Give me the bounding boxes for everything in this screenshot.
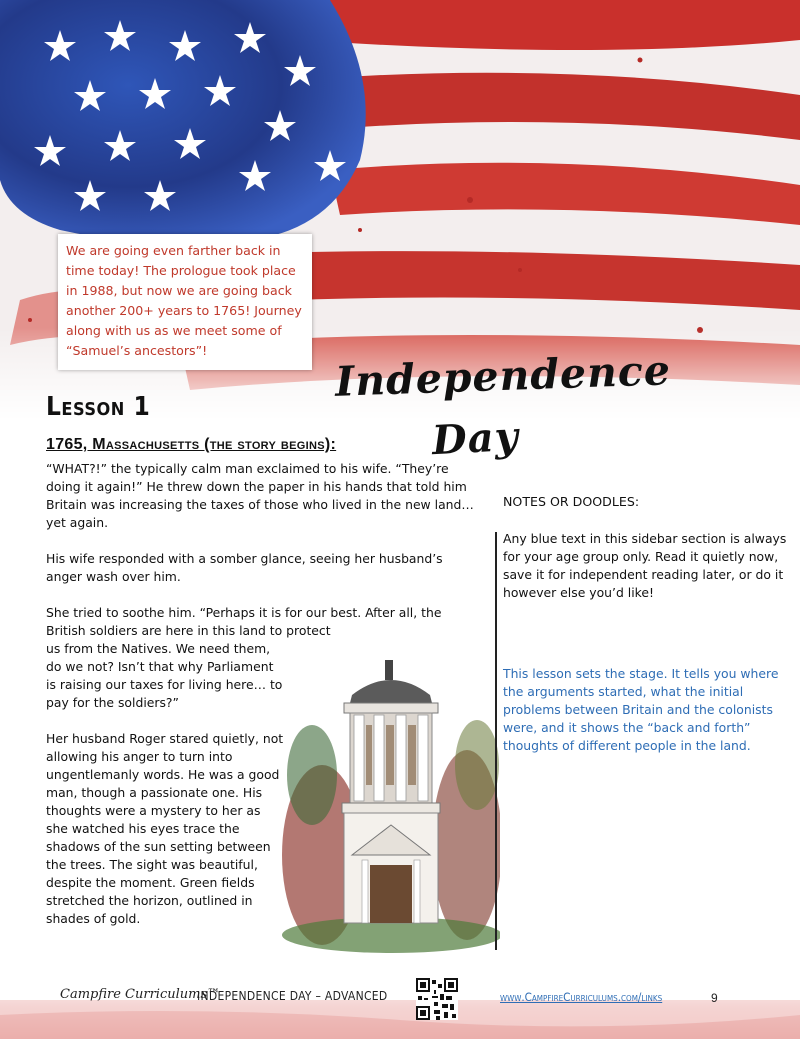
story-paragraph-1: “WHAT?!” the typically calm man exclaimed to his wife. “They’re doing it again!” He threw down the paper in his hands that told him Britain was increasing the taxes of those who lived in the new land… yet again. [46,461,474,530]
page-number: 9 [711,991,718,1005]
lesson-heading: Lesson 1 [46,392,151,422]
footer-title: INDEPENDENCE DAY – ADVANCED [197,989,388,1003]
page-title-line2: Day [430,412,521,465]
notes-blue-text: This lesson sets the stage. It tells you where the arguments started, what the initial problems between Britain and the colonists were, and it shows the “back and forth” thoughts of different people in the land. [503,666,779,753]
sidebar-divider [495,532,497,950]
section-heading: 1765, Massachusetts (the story begins): [46,436,337,453]
qr-code-icon[interactable] [416,978,458,1020]
notes-heading: NOTES OR DOODLES: [503,494,640,509]
page-title-line1: Independence [334,346,672,406]
notes-instructions: Any blue text in this sidebar section is always for your age group only. Read it quietly now, save it for independent reading later, or do it however else you’d like! [503,531,787,600]
story-paragraph-3a: She tried to soothe him. “Perhaps it is for our best. After all, the British soldiers are here in this land to protect [46,605,442,638]
website-link[interactable]: www.CampfireCurriculums.com/links [500,990,663,1004]
story-paragraph-3b: us from the Natives. We need them, do we not? Isn’t that why Parliament is raising our taxes for living here… to pay for the soldiers?” [46,641,283,710]
gazebo-illustration [282,655,500,953]
intro-callout: We are going even farther back in time today! The prologue took place in 1988, but now we are going back another 200+ years to 1765! Journey along with us as we meet some of “Samuel’s ancestors”! [58,234,312,370]
story-paragraph-2: His wife responded with a somber glance, seeing her husband’s anger wash over him. [46,551,443,584]
story-paragraph-4: Her husband Roger stared quietly, not allowing his anger to turn into ungentlemanly words. He was a good man, though a passionate one. His thoughts were a mystery to her as she watched his eyes trace the shadows of the sun setting between the trees. The sight was beautiful, despite the moment. Green fields stretched the horizon, outlined in shades of gold. [46,731,284,926]
brand-logo: Campfire Curriculums™ [60,987,221,1002]
